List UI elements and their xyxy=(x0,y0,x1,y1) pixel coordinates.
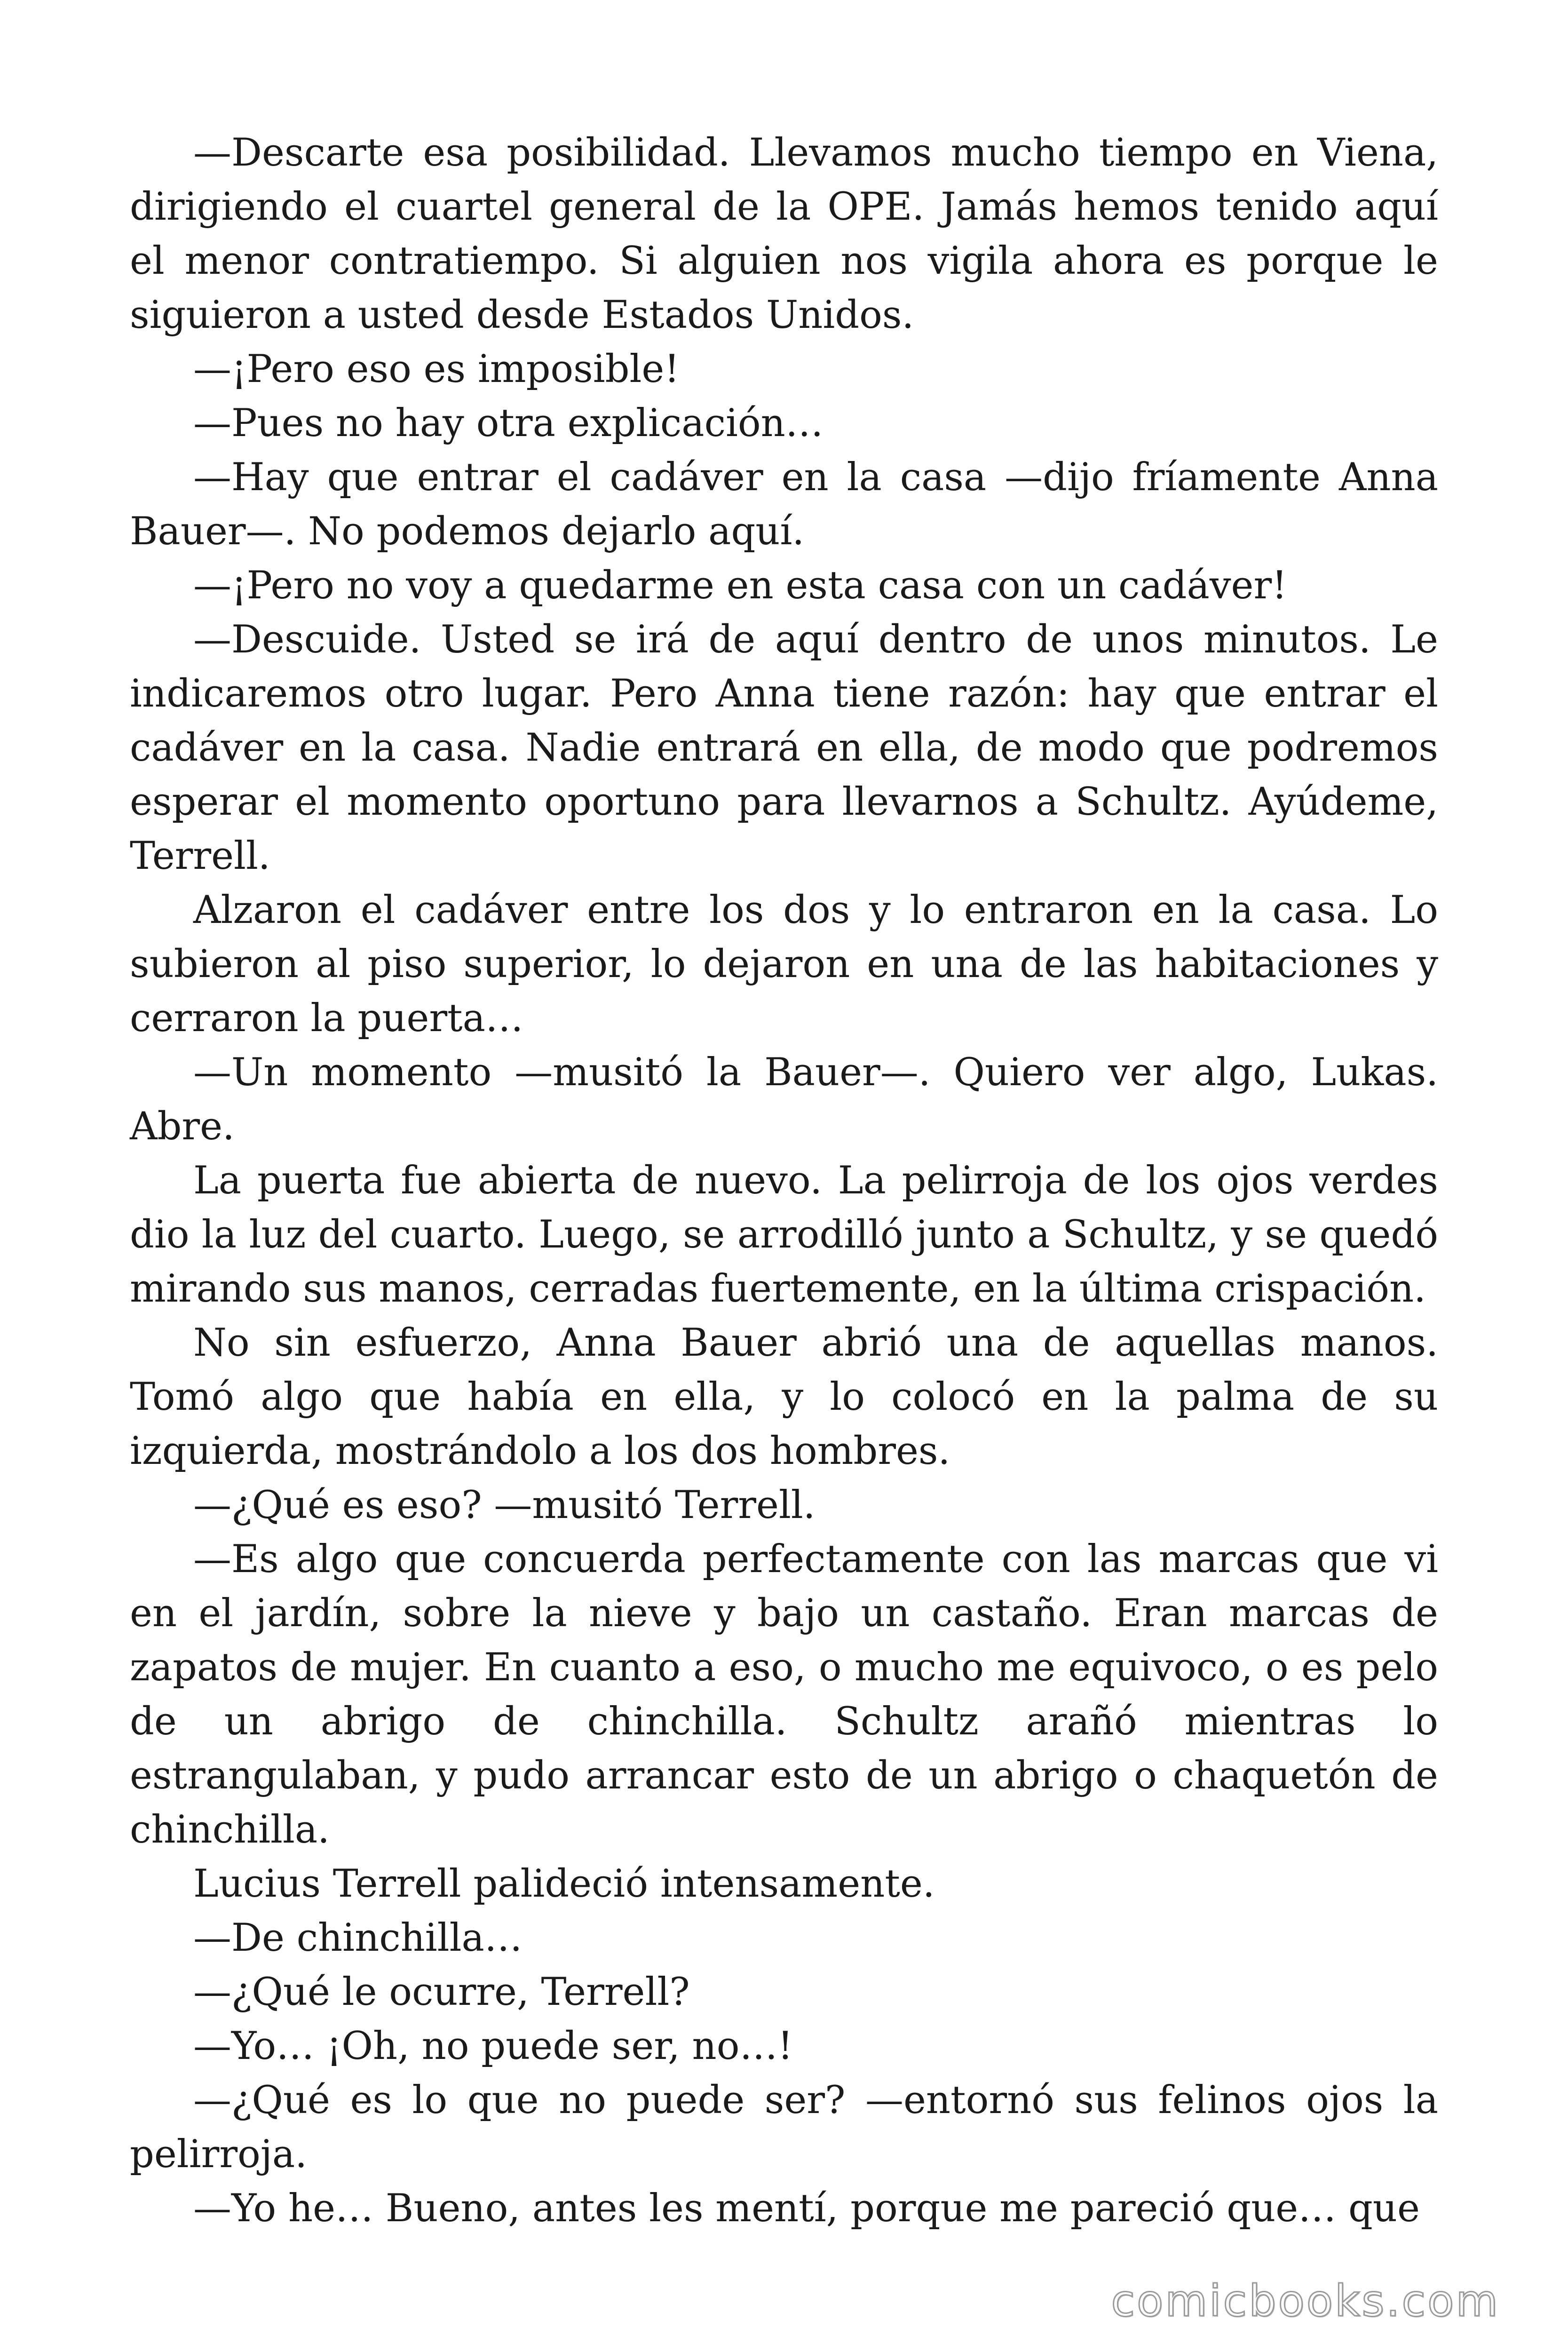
paragraph: —Un momento —musitó la Bauer—. Quiero ver algo, Lukas. Abre. xyxy=(130,1050,1438,1149)
paragraph: —¿Qué es eso? —musitó Terrell. xyxy=(193,1483,816,1527)
paragraph: —Hay que entrar el cadáver en la casa —dijo fríamente Anna Bauer—. No podemos dejarlo aquí. xyxy=(130,455,1438,554)
paragraph: —¡Pero no voy a quedarme en esta casa con un cadáver! xyxy=(193,564,1287,608)
paragraph: —Pues no hay otra explicación… xyxy=(193,401,824,445)
paragraph: Alzaron el cadáver entre los dos y lo entraron en la casa. Lo subieron al piso superior, lo dejaron en una de las habitaciones y cerraron la puerta… xyxy=(130,888,1438,1041)
paragraph: —¡Pero eso es imposible! xyxy=(193,347,680,391)
paragraph: —Yo he… Bueno, antes les mentí, porque me pareció que… que xyxy=(193,2186,1420,2231)
paragraph: —Descarte esa posibilidad. Llevamos mucho tiempo en Viena, dirigiendo el cuartel general de la OPE. Jamás hemos tenido aquí el menor contratiempo. Si alguien nos vigila ahora es porque le siguieron a usted desde Estados Unidos. xyxy=(130,131,1438,337)
paragraph: —De chinchilla… xyxy=(193,1916,523,1960)
paragraph: —Yo… ¡Oh, no puede ser, no…! xyxy=(193,2024,793,2068)
paragraph: Lucius Terrell palideció intensamente. xyxy=(193,1862,935,1906)
paragraph: —Es algo que concuerda perfectamente con las marcas que vi en el jardín, sobre la nieve y bajo un castaño. Eran marcas de zapatos de mujer. En cuanto a eso, o mucho me equivoco, o es pelo de un abrigo de chinchilla. Schultz arañó mientras lo estrangulaban, y pudo arrancar esto de un abrigo o chaquetón de chinchilla. xyxy=(130,1537,1438,1852)
paragraph: —¿Qué le ocurre, Terrell? xyxy=(193,1970,690,2014)
paragraph: No sin esfuerzo, Anna Bauer abrió una de aquellas manos. Tomó algo que había en ella, y lo colocó en la palma de su izquierda, mostrándolo a los dos hombres. xyxy=(130,1321,1438,1473)
paragraph: —Descuide. Usted se irá de aquí dentro de unos minutos. Le indicaremos otro lugar. Pero Anna tiene razón: hay que entrar el cadáver en la casa. Nadie entrará en ella, de modo que podremos esperar el momento oportuno para llevarnos a Schultz. Ayúdeme, Terrell. xyxy=(130,618,1438,878)
paragraph: La puerta fue abierta de nuevo. La pelirroja de los ojos verdes dio la luz del cuarto. Luego, se arrodilló junto a Schultz, y se quedó mirando sus manos, cerradas fuertemente, en la última crispación. xyxy=(130,1159,1438,1311)
body-text xyxy=(130,126,1438,2236)
site-watermark: comicbooks.com xyxy=(1111,2276,1500,2326)
paragraph: —¿Qué es lo que no puede ser? —entornó sus felinos ojos la pelirroja. xyxy=(130,2078,1438,2177)
